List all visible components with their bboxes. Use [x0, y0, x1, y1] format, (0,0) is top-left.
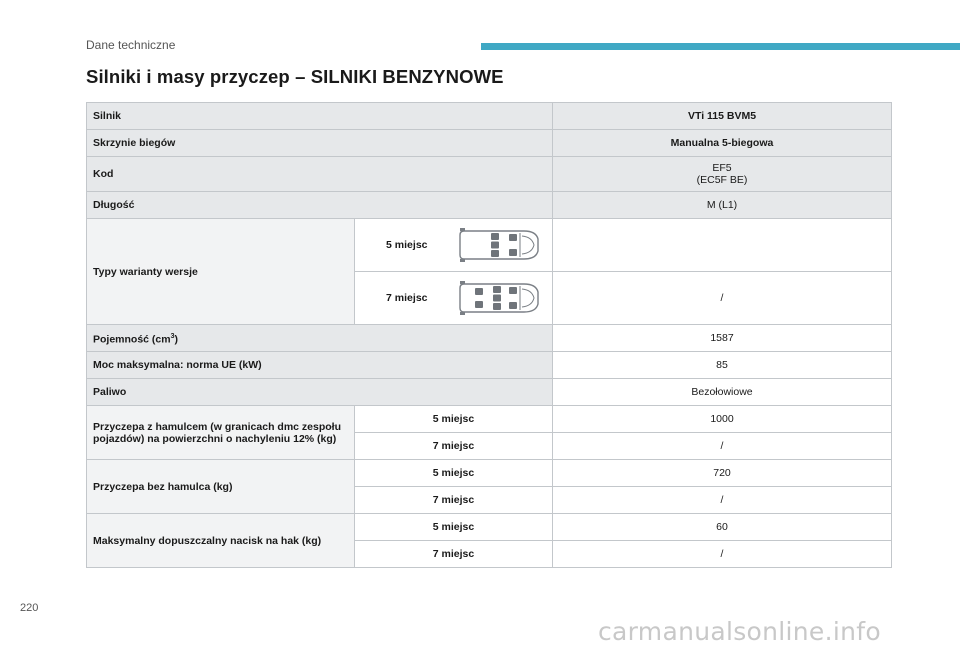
braked-trailer-label: Przyczepa z hamulcem (w granicach dmc zespołu pojazdów) na powierzchni o nachyleniu 12% (kg) — [87, 406, 355, 460]
towbar-load-7-seats: 7 miejsc — [355, 541, 553, 568]
table-row — [87, 379, 892, 406]
capacity-value: 1587 — [553, 325, 892, 352]
variant-7-seats-value: / — [553, 272, 892, 325]
page-title: Silniki i masy przyczep – SILNIKI BENZYNOWE — [86, 66, 504, 87]
table-row — [87, 406, 892, 433]
table-row — [87, 352, 892, 379]
table-row — [87, 460, 892, 487]
code-value-line2: (EC5F BE) — [696, 174, 748, 186]
capacity-label: Pojemność $(cm^3)$ — [87, 325, 553, 352]
braked-trailer-7-value: / — [553, 433, 892, 460]
variant-7-seats-label: 7 miejsc — [386, 292, 428, 304]
table-row — [87, 219, 892, 272]
variant-5-seats-label: 5 miejsc — [386, 239, 428, 251]
table-row — [87, 325, 892, 352]
power-value: 85 — [553, 352, 892, 379]
table-row — [87, 157, 892, 192]
van-5-seats-icon — [458, 227, 540, 263]
power-label: Moc maksymalna: norma UE (kW) — [87, 352, 553, 379]
unbraked-trailer-5-seats: 5 miejsc — [355, 460, 553, 487]
code-value-line1: EF5 — [712, 162, 732, 174]
braked-trailer-5-value: 1000 — [553, 406, 892, 433]
towbar-load-5-value: 60 — [553, 514, 892, 541]
length-label: Długość — [87, 192, 553, 219]
page-number: 220 — [20, 602, 39, 614]
watermark: carmanualsonline.info — [598, 617, 881, 646]
towbar-load-7-value: / — [553, 541, 892, 568]
unbraked-trailer-7-seats: 7 miejsc — [355, 487, 553, 514]
unbraked-trailer-7-value: / — [553, 487, 892, 514]
braked-trailer-7-seats: 7 miejsc — [355, 433, 553, 460]
length-value: M (L1) — [553, 192, 892, 219]
engine-label: Silnik — [87, 103, 553, 130]
gearbox-label: Skrzynie biegów — [87, 130, 553, 157]
fuel-value: Bezołowiowe — [553, 379, 892, 406]
unbraked-trailer-5-value: 720 — [553, 460, 892, 487]
section-label: Dane techniczne — [86, 38, 176, 52]
table-row — [87, 192, 892, 219]
gearbox-value: Manualna 5-biegowa — [553, 130, 892, 157]
table-row — [87, 103, 892, 130]
van-7-seats-icon — [458, 280, 540, 316]
unbraked-trailer-label: Przyczepa bez hamulca (kg) — [87, 460, 355, 514]
spec-table — [86, 102, 892, 568]
variant-7-seats-cell — [355, 272, 553, 325]
variant-5-seats-value — [553, 219, 892, 272]
towbar-load-5-seats: 5 miejsc — [355, 514, 553, 541]
header-accent-bar — [481, 43, 960, 50]
engine-value: VTi 115 BVM5 — [553, 103, 892, 130]
table-row — [87, 130, 892, 157]
table-row — [87, 514, 892, 541]
towbar-load-label: Maksymalny dopuszczalny nacisk na hak (kg) — [87, 514, 355, 568]
fuel-label: Paliwo — [87, 379, 553, 406]
code-value — [553, 157, 892, 192]
variants-label: Typy warianty wersje — [87, 219, 355, 325]
braked-trailer-5-seats: 5 miejsc — [355, 406, 553, 433]
variant-5-seats-cell — [355, 219, 553, 272]
code-label: Kod — [87, 157, 553, 192]
